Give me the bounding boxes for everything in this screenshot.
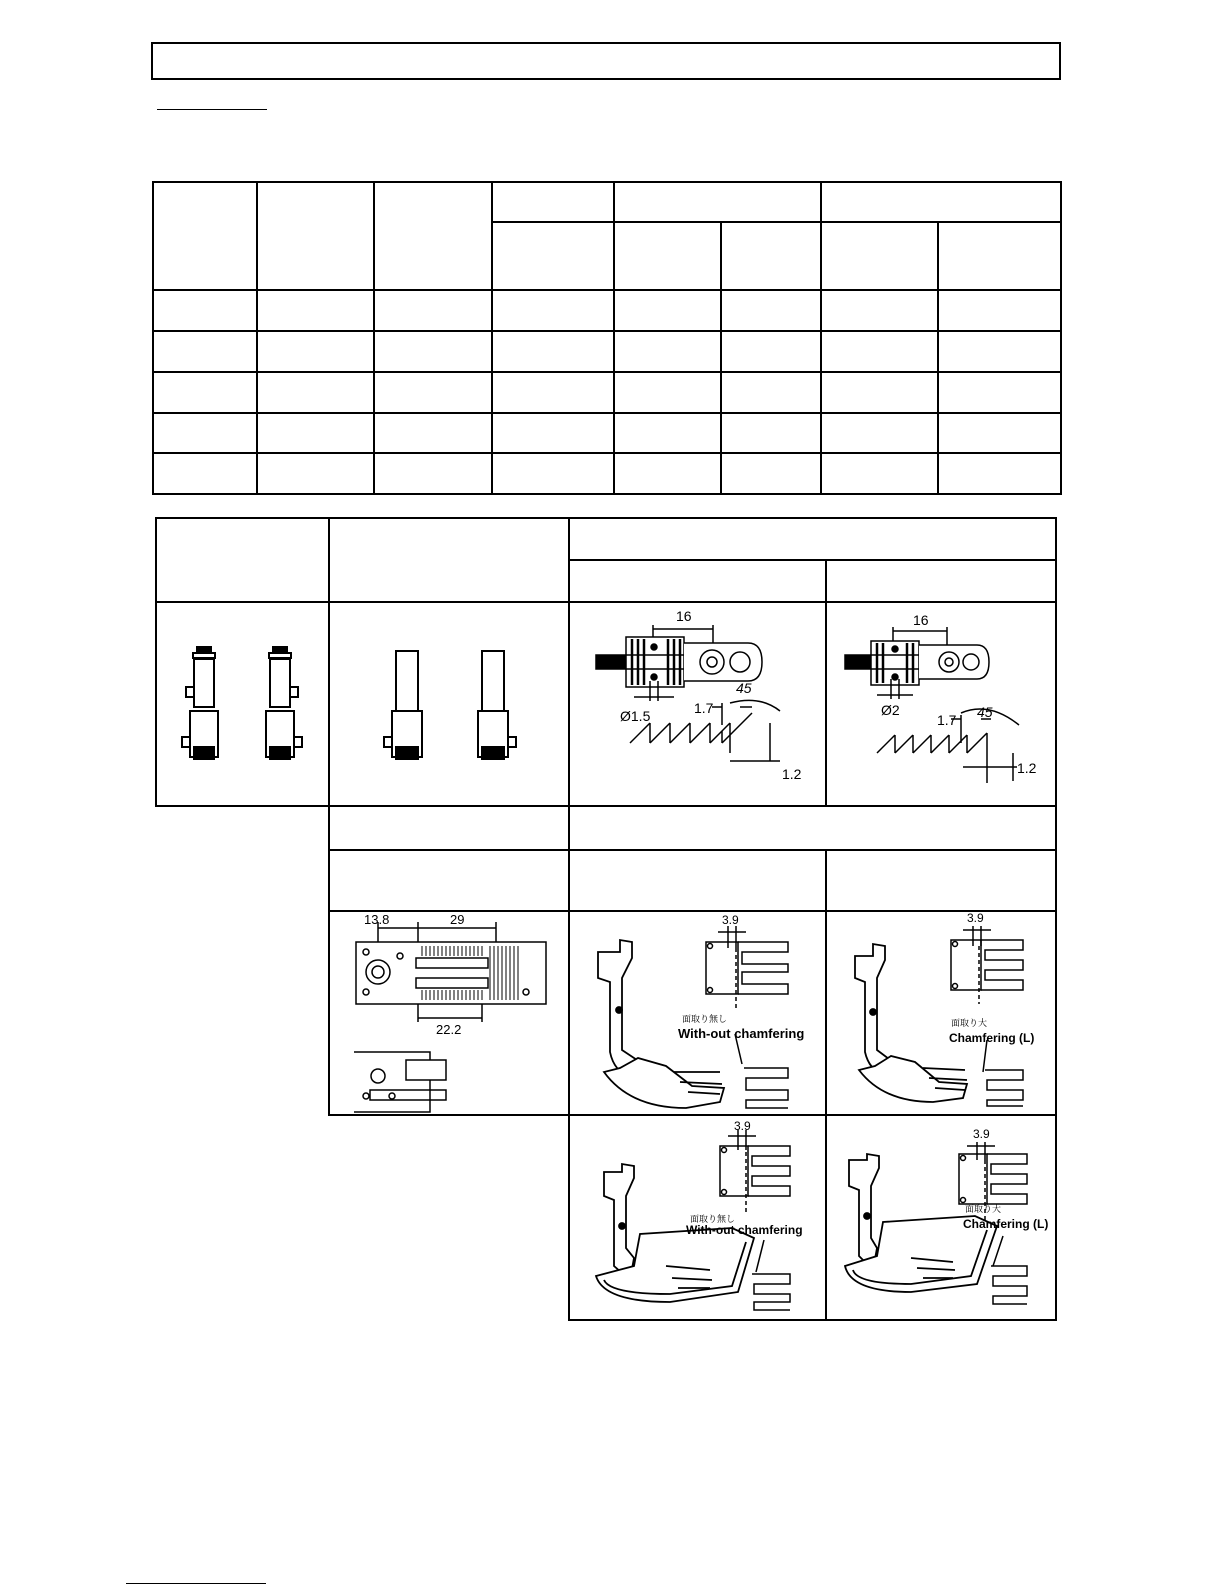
feed-dog-1-5-diagram bbox=[570, 603, 825, 803]
guide-foot-chamfer-diagram bbox=[827, 1116, 1055, 1318]
dim-1-7-b-label: 1.7 bbox=[937, 712, 957, 728]
dim-1-2-b-label: 1.2 bbox=[1017, 760, 1037, 776]
dim-45-label: 45 bbox=[736, 680, 752, 696]
needle-clamp-illustration bbox=[157, 603, 327, 803]
dim-1-2-label: 1.2 bbox=[782, 766, 802, 782]
guide-foot-plain-diagram bbox=[570, 1116, 825, 1318]
feed-dog-2-diagram bbox=[827, 603, 1055, 803]
no-chamfer-en-label: With-out chamfering bbox=[678, 1026, 805, 1041]
dim-22-2-label: 22.2 bbox=[436, 1022, 462, 1037]
header-underline bbox=[157, 109, 267, 110]
dim-hole-1-5-label: Ø1.5 bbox=[620, 708, 651, 724]
presser-foot-chamfer-diagram bbox=[827, 912, 1055, 1114]
dim-16-label: 16 bbox=[676, 608, 692, 624]
dim-13-8-label: 13.8 bbox=[364, 912, 390, 927]
dim-3-9-c-label: 3.9 bbox=[734, 1119, 751, 1133]
dim-16-b-label: 16 bbox=[913, 612, 929, 628]
presser-foot-plain-diagram bbox=[570, 912, 825, 1114]
chamfer-en-b-label: Chamfering (L) bbox=[963, 1217, 1049, 1231]
needle-holder-illustration bbox=[330, 603, 568, 803]
dim-hole-2-label: Ø2 bbox=[881, 702, 900, 718]
chamfer-jp-b-label: 面取り大 bbox=[965, 1204, 1002, 1214]
chamfer-jp-label: 面取り大 bbox=[951, 1018, 988, 1028]
dim-1-7-label: 1.7 bbox=[694, 700, 714, 716]
no-chamfer-jp-b-label: 面取り無し bbox=[690, 1214, 736, 1224]
dim-3-9-b-label: 3.9 bbox=[967, 911, 984, 925]
no-chamfer-en-b-label: With-out chamfering bbox=[686, 1223, 803, 1237]
dim-3-9-d-label: 3.9 bbox=[973, 1127, 990, 1141]
dim-3-9-label: 3.9 bbox=[722, 913, 739, 927]
header-frame bbox=[151, 42, 1061, 80]
chamfer-en-label: Chamfering (L) bbox=[949, 1031, 1035, 1045]
footer-underline bbox=[126, 1583, 266, 1584]
dim-45-b-label: 45 bbox=[977, 704, 993, 720]
dim-29-label: 29 bbox=[450, 912, 465, 927]
no-chamfer-jp-label: 面取り無し bbox=[682, 1014, 728, 1024]
throat-plate-diagram bbox=[330, 912, 568, 1114]
